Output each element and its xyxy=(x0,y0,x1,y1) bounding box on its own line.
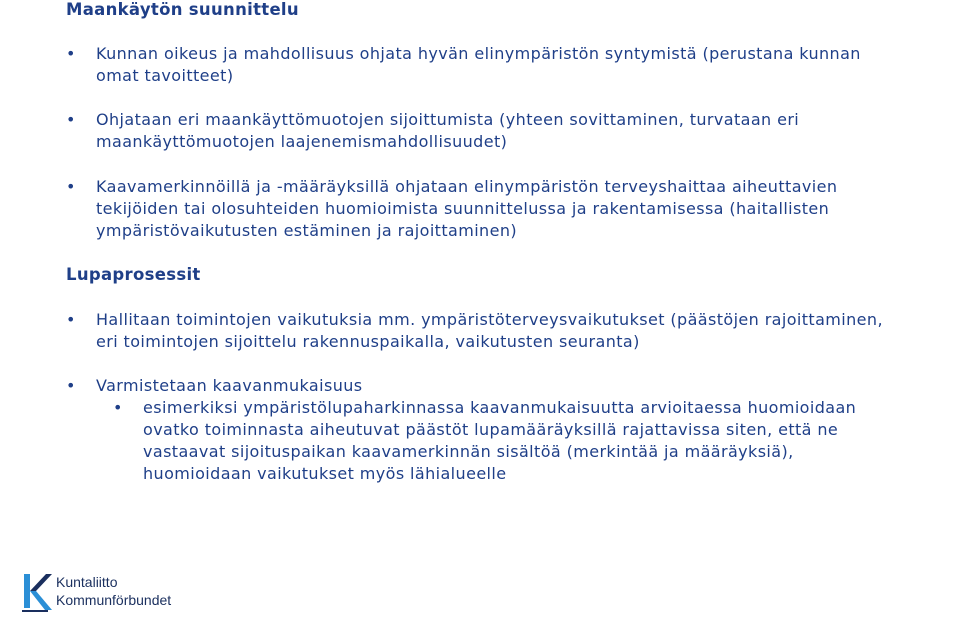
logo-text-swedish: Kommunförbundet xyxy=(56,592,172,608)
bullet-text: Hallitaan toimintojen vaikutuksia mm. ympäristöterveysvaikutukset (päästöjen rajoittaminen, eri toimintojen sijoittelu rakennuspaikalla, vaikutusten seuranta) xyxy=(96,310,883,351)
bullet-text: Ohjataan eri maankäyttömuotojen sijoittumista (yhteen sovittaminen, turvataan eri maankäyttömuotojen laajenemismahdollisuudet) xyxy=(96,110,800,151)
sub-bullet-text: esimerkiksi ympäristölupaharkinnassa kaavanmukaisuutta arvioitaessa huomioidaan ovatko toiminnasta aiheutuvat päästöt lupamääräyksillä rajattavissa siten, että ne vastaavat sijoituspaikan kaavamerkinnän sisältöä (merkintää ja määräyksiä), huomioidaan vaikutukset myös lähialueelle xyxy=(143,398,857,483)
bullet-marker: • xyxy=(66,376,76,395)
section-title-maankayton-suunnittelu: Maankäytön suunnittelu xyxy=(66,0,299,19)
kuntaliitto-logo xyxy=(22,572,192,612)
logo-text-finnish: Kuntaliitto xyxy=(56,574,118,590)
bullet-text: Kaavamerkinnöillä ja -määräyksillä ohjataan elinympäristön terveyshaittaa aiheuttavien tekijöiden tai olosuhteiden huomioimista suunnittelussa ja rakentamisessa (haitallisten ympäristövaikutusten estäminen ja rajoittaminen) xyxy=(96,177,838,240)
bullet-marker: • xyxy=(66,177,76,196)
sub-bullet-marker: • xyxy=(113,398,123,417)
bullet-marker: • xyxy=(66,110,76,129)
bullet-marker: • xyxy=(66,310,76,329)
bullet-text: Kunnan oikeus ja mahdollisuus ohjata hyvän elinympäristön syntymistä (perustana kunnan omat tavoitteet) xyxy=(96,44,861,85)
bullet-marker: • xyxy=(66,44,76,63)
section-title-lupaprosessit: Lupaprosessit xyxy=(66,265,201,284)
bullet-text: Varmistetaan kaavanmukaisuus xyxy=(96,376,363,395)
kuntaliitto-k-icon xyxy=(22,572,52,612)
